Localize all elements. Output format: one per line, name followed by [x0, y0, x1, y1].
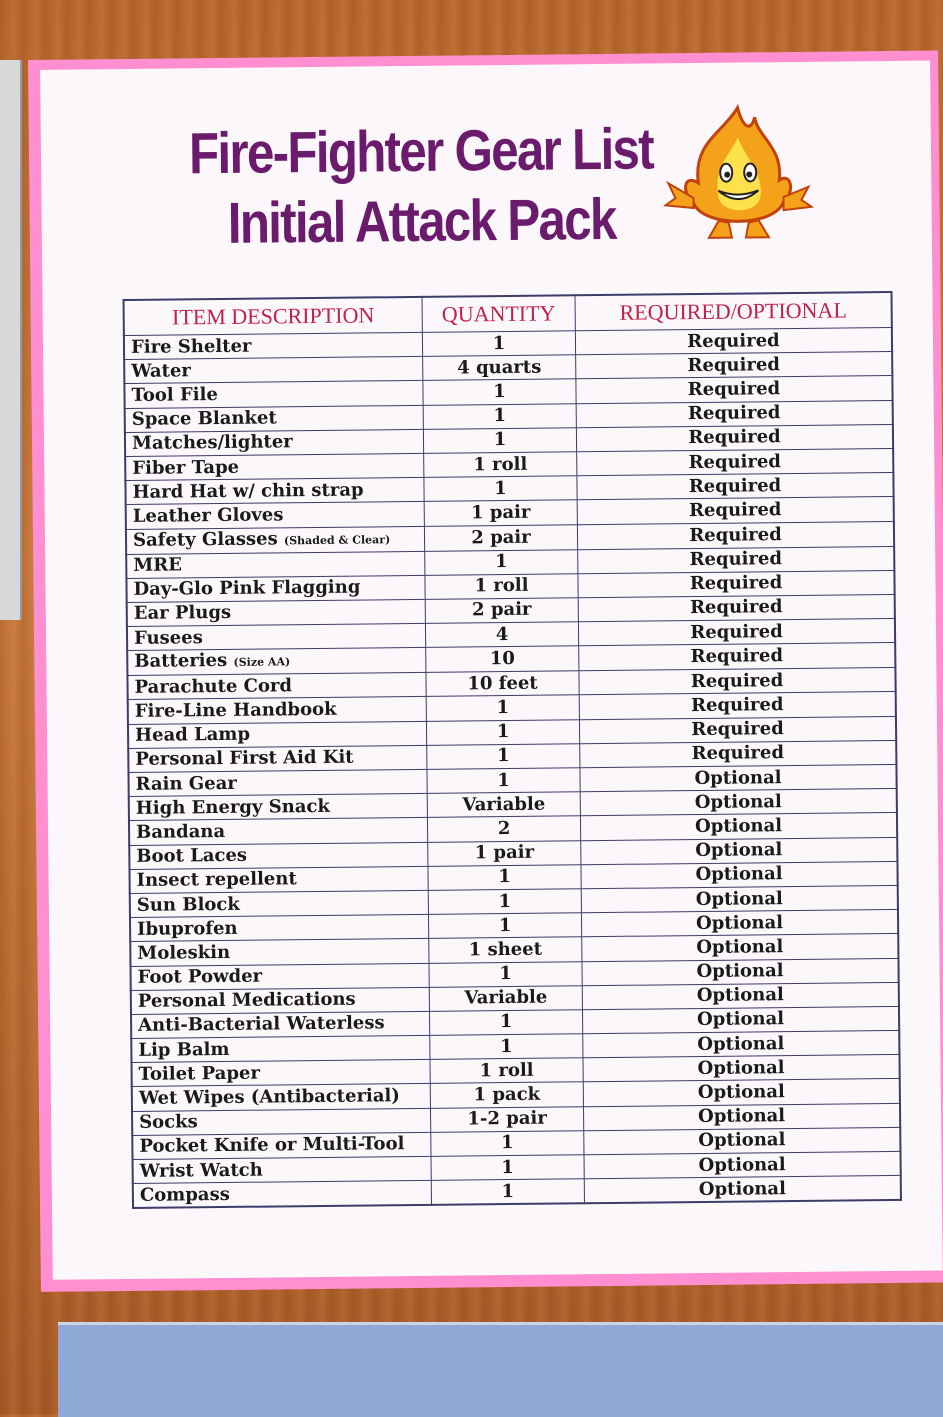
required-cell: Optional	[580, 813, 897, 841]
required-cell: Required	[577, 473, 894, 501]
quantity-cell: 2 pair	[425, 598, 578, 624]
required-cell: Required	[576, 352, 893, 380]
item-cell	[132, 1084, 431, 1111]
quantity-cell: 1 sheet	[429, 937, 582, 963]
item-label: Hard Hat w/ chin strap	[132, 479, 364, 503]
item-label: Bandana	[135, 820, 226, 843]
item-label: Wrist Watch	[139, 1159, 263, 1182]
required-cell: Optional	[582, 934, 899, 962]
quantity-cell: 4	[425, 622, 578, 648]
item-label: Matches/lighter	[131, 431, 293, 455]
item-label: Water	[131, 360, 191, 382]
item-cell	[125, 453, 424, 480]
quantity-cell: 1	[429, 961, 582, 987]
required-cell: Optional	[582, 958, 899, 986]
col-header-required: REQUIRED/OPTIONAL	[575, 292, 892, 331]
quantity-cell: 1	[428, 865, 581, 891]
item-cell	[126, 551, 425, 578]
item-cell	[129, 794, 428, 821]
required-cell: Optional	[582, 982, 899, 1010]
item-label: Day-Glo Pink Flagging	[133, 576, 361, 601]
item-label: Parachute Cord	[134, 675, 293, 698]
item-cell	[131, 987, 430, 1014]
required-cell: Optional	[580, 789, 897, 817]
item-label: Rain Gear	[135, 772, 237, 795]
item-label: Ear Plugs	[133, 602, 232, 625]
poster-subtitle: Initial Attack Pack	[227, 186, 616, 256]
item-label: Compass	[139, 1183, 230, 1206]
item-cell	[133, 1181, 432, 1209]
item-label: Toilet Paper	[138, 1062, 261, 1085]
quantity-cell: 4 quarts	[423, 355, 576, 381]
item-cell	[133, 1156, 432, 1183]
required-cell: Optional	[584, 1151, 901, 1179]
col-header-quantity: QUANTITY	[422, 295, 575, 332]
quantity-cell: Variable	[429, 985, 582, 1011]
item-label: Boot Laces	[136, 844, 248, 868]
gear-list-poster	[28, 50, 943, 1291]
required-cell: Required	[578, 546, 895, 574]
item-cell	[124, 357, 423, 384]
quantity-cell: 1	[423, 379, 576, 405]
required-cell: Required	[577, 521, 894, 549]
item-label: Leather Gloves	[132, 504, 284, 527]
item-label: Fire Shelter	[130, 335, 252, 358]
item-label: Anti-Bacterial Waterless	[138, 1012, 385, 1037]
item-cell	[126, 502, 425, 529]
item-label: High Energy Snack	[135, 795, 330, 819]
item-label: Personal First Aid Kit	[135, 747, 354, 771]
item-cell	[129, 866, 428, 893]
item-label: Moleskin	[137, 941, 231, 964]
item-cell	[125, 405, 424, 432]
quantity-cell: 1	[428, 913, 581, 939]
quantity-cell: 1	[426, 695, 579, 721]
required-cell: Optional	[581, 885, 898, 913]
quantity-cell: 1	[424, 476, 577, 502]
quantity-cell: 1 pair	[424, 500, 577, 526]
quantity-cell: 1	[430, 1034, 583, 1060]
item-label: Personal Medications	[137, 988, 356, 1013]
quantity-cell: 1	[423, 428, 576, 454]
item-label: Socks	[139, 1111, 198, 1134]
required-cell: Required	[577, 448, 894, 476]
quantity-cell: 10	[426, 646, 579, 673]
item-cell	[131, 1035, 430, 1062]
blue-board-bottom	[58, 1322, 943, 1417]
quantity-cell: 1-2 pair	[430, 1106, 583, 1132]
item-cell	[130, 939, 429, 966]
required-cell: Optional	[584, 1127, 901, 1155]
required-cell: Optional	[584, 1176, 901, 1204]
item-cell	[124, 381, 423, 408]
item-cell	[130, 914, 429, 941]
quantity-cell: 2	[427, 816, 580, 842]
item-label: Fire-Line Handbook	[134, 698, 337, 722]
poster-sheet	[40, 61, 943, 1280]
item-label: Fusees	[133, 626, 203, 649]
quantity-cell: 1	[422, 331, 575, 357]
item-label: Pocket Knife or Multi-Tool	[139, 1133, 405, 1158]
item-cell	[132, 1108, 431, 1135]
item-note: (Shaded & Clear)	[283, 532, 391, 547]
item-cell	[131, 1011, 430, 1038]
item-cell	[132, 1060, 431, 1087]
quantity-cell: 1 roll	[430, 1058, 583, 1084]
required-cell: Optional	[581, 837, 898, 865]
required-cell: Required	[577, 497, 894, 525]
required-cell: Required	[576, 400, 893, 428]
item-cell	[130, 963, 429, 990]
item-label: Batteries	[134, 650, 228, 673]
required-cell: Required	[579, 692, 896, 720]
quantity-cell: Variable	[427, 792, 580, 818]
quantity-cell: 2 pair	[424, 524, 577, 551]
item-cell	[127, 599, 426, 626]
required-cell: Optional	[583, 1103, 900, 1131]
item-cell	[129, 818, 428, 845]
item-label: Head Lamp	[134, 723, 251, 747]
item-cell	[127, 623, 426, 650]
item-cell	[125, 478, 424, 505]
quantity-cell: 1	[428, 889, 581, 915]
item-cell	[126, 575, 425, 602]
required-cell: Required	[578, 594, 895, 622]
item-label: Insect repellent	[136, 868, 297, 892]
item-label: Ibuprofen	[136, 917, 238, 940]
required-cell: Required	[580, 740, 897, 768]
quantity-cell: 1	[431, 1131, 584, 1157]
item-label: Wet Wipes (Antibacterial)	[138, 1085, 400, 1109]
quantity-cell: 1	[427, 768, 580, 794]
item-note: (Size AA)	[233, 655, 291, 670]
flame-mascot-icon	[662, 102, 813, 244]
required-cell: Required	[576, 376, 893, 404]
quantity-cell: 1 pack	[430, 1082, 583, 1108]
required-cell: Required	[579, 716, 896, 744]
item-label: Space Blanket	[131, 407, 277, 431]
required-cell: Required	[576, 424, 893, 452]
quantity-cell: 1 pair	[428, 840, 581, 866]
quantity-cell: 1	[431, 1155, 584, 1181]
required-cell: Optional	[583, 1030, 900, 1058]
required-cell: Optional	[580, 764, 897, 792]
quantity-cell: 1 roll	[425, 573, 578, 599]
item-cell	[128, 745, 427, 772]
required-cell: Optional	[582, 1006, 899, 1034]
item-cell	[128, 721, 427, 748]
item-label: Sun Block	[136, 893, 240, 916]
item-label: Foot Powder	[137, 965, 263, 988]
required-cell: Required	[579, 643, 896, 671]
item-cell	[126, 526, 425, 554]
col-header-item: ITEM DESCRIPTION	[124, 297, 423, 336]
item-cell	[125, 429, 424, 456]
item-cell	[127, 673, 426, 700]
required-cell: Required	[578, 570, 895, 598]
item-cell	[124, 332, 423, 359]
quantity-cell: 1	[429, 1010, 582, 1036]
required-cell: Optional	[581, 861, 898, 889]
item-label: Safety Glasses	[132, 527, 278, 551]
item-label: Tool File	[131, 383, 218, 406]
item-label: Fiber Tape	[132, 456, 240, 479]
item-label: Lip Balm	[138, 1038, 230, 1061]
gear-table	[123, 291, 902, 1209]
item-cell	[128, 697, 427, 724]
required-cell: Required	[575, 327, 892, 355]
quantity-cell: 1	[423, 403, 576, 429]
required-cell: Optional	[583, 1055, 900, 1083]
item-cell	[132, 1132, 431, 1159]
item-label: MRE	[133, 554, 183, 577]
item-cell	[128, 769, 427, 796]
quantity-cell: 10 feet	[426, 671, 579, 697]
item-cell	[130, 890, 429, 917]
wall-board-left	[0, 60, 22, 620]
required-cell: Optional	[583, 1079, 900, 1107]
quantity-cell: 1	[431, 1179, 584, 1205]
quantity-cell: 1	[427, 744, 580, 770]
poster-title: Fire-Fighter Gear List	[188, 116, 654, 187]
quantity-cell: 1 roll	[424, 452, 577, 478]
quantity-cell: 1	[425, 549, 578, 575]
item-cell	[127, 648, 426, 676]
required-cell: Required	[579, 668, 896, 696]
required-cell: Required	[578, 619, 895, 647]
required-cell: Optional	[581, 910, 898, 938]
quantity-cell: 1	[426, 719, 579, 745]
item-cell	[129, 842, 428, 869]
